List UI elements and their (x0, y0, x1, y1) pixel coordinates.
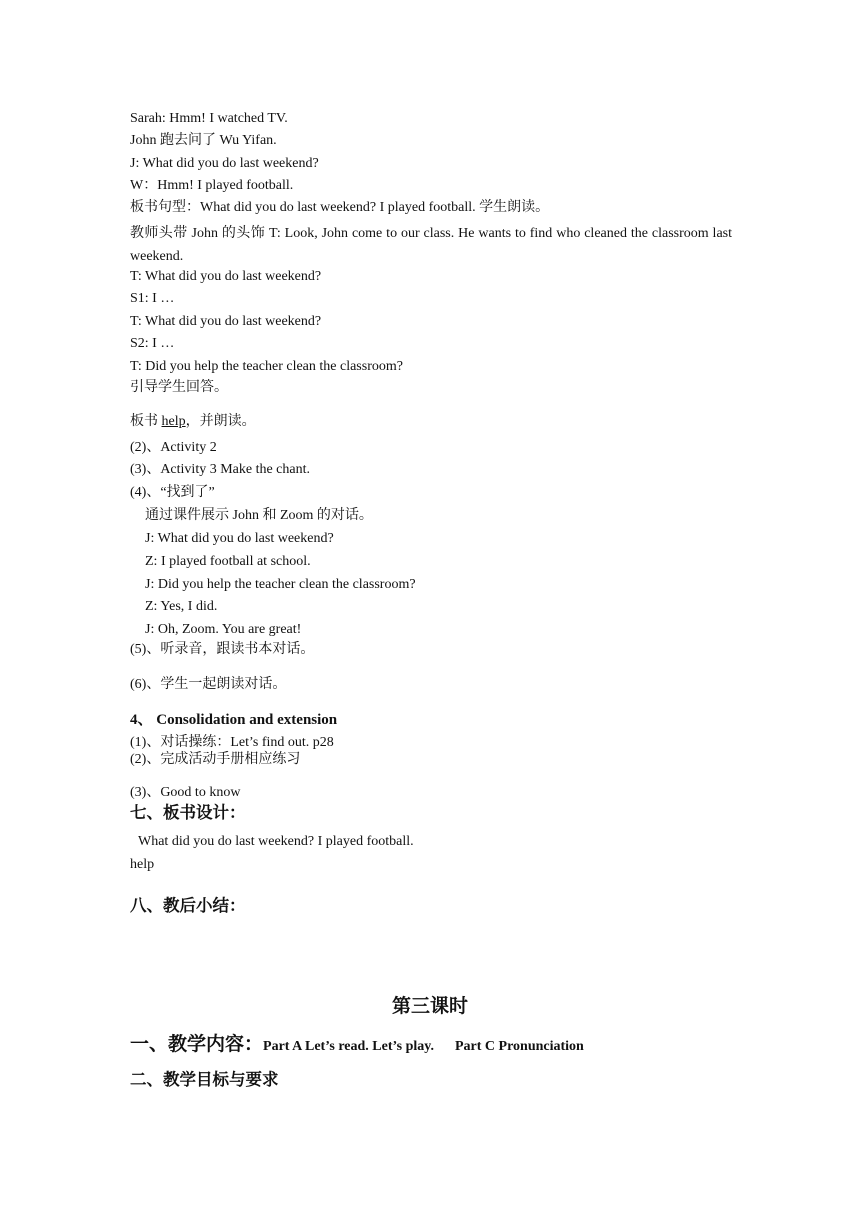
summary-heading: 八、教后小结： (130, 896, 246, 915)
lesson-title: 第三课时 (391, 996, 468, 1017)
narration-line: John 跑去问了 Wu Yifan. (130, 133, 277, 148)
board-design-heading: 七、板书设计： (130, 803, 246, 822)
dialogue-line: Sarah: Hmm! I watched TV. (130, 111, 288, 126)
dialogue-line: W：Hmm! I played football. (130, 178, 294, 193)
dialogue-line: Z: Yes, I did. (145, 599, 218, 614)
content-parts: Part A Let’s read. Let’s play. Part C Pronunciation (263, 1039, 584, 1054)
activity-item: (4)、“找到了” (130, 485, 215, 500)
board-design-line: help (130, 857, 155, 872)
section-heading: 4、 Consolidation and extension (130, 712, 338, 728)
teacher-intro-paragraph: 教师头带 John 的头饰 T: Look, John come to our class. He wants to find who cleaned the classroom last weekend. (130, 226, 732, 264)
activity-item: (6)、学生一起朗读对话。 (130, 677, 287, 692)
dialogue-line: J: What did you do last weekend? (130, 156, 319, 171)
board-help-line (130, 413, 256, 431)
activity-item: (3)、Good to know (130, 785, 241, 800)
dialogue-line: S1: I … (130, 291, 175, 306)
board-design-line: What did you do last weekend? I played football. (138, 834, 414, 849)
activity-item: (5)、听录音，跟读书本对话。 (130, 642, 315, 657)
narration-line: 通过课件展示 John 和 Zoom 的对话。 (145, 508, 373, 523)
dialogue-line: J: Oh, Zoom. You are great! (145, 622, 302, 637)
board-label: 板书 (130, 414, 162, 429)
activity-item: (1)、对话操练：Let’s find out. p28 (130, 735, 334, 750)
activity-item: (2)、完成活动手册相应练习 (130, 752, 301, 767)
dialogue-line: S2: I … (130, 336, 175, 351)
dialogue-line: T: What did you do last weekend? (130, 314, 322, 329)
dialogue-line: J: What did you do last weekend? (145, 531, 334, 546)
help-word: help (161, 414, 186, 429)
activity-item: (2)、Activity 2 (130, 440, 217, 455)
dialogue-line: Z: I played football at school. (145, 554, 311, 569)
activity-item: (3)、Activity 3 Make the chant. (130, 462, 311, 477)
dialogue-line: T: What did you do last weekend? (130, 269, 322, 284)
board-sentence-line: 板书句型：What did you do last weekend? I played football. 学生朗读。 (130, 200, 550, 215)
narration-line: 引导学生回答。 (130, 380, 228, 395)
dialogue-line: J: Did you help the teacher clean the classroom? (145, 577, 416, 592)
objectives-heading: 二、教学目标与要求 (130, 1070, 279, 1089)
board-suffix: ，并朗读。 (185, 414, 256, 429)
teaching-content-line (130, 1032, 584, 1060)
dialogue-line: T: Did you help the teacher clean the classroom? (130, 359, 403, 374)
content-label: 一、教学内容： (130, 1034, 264, 1055)
